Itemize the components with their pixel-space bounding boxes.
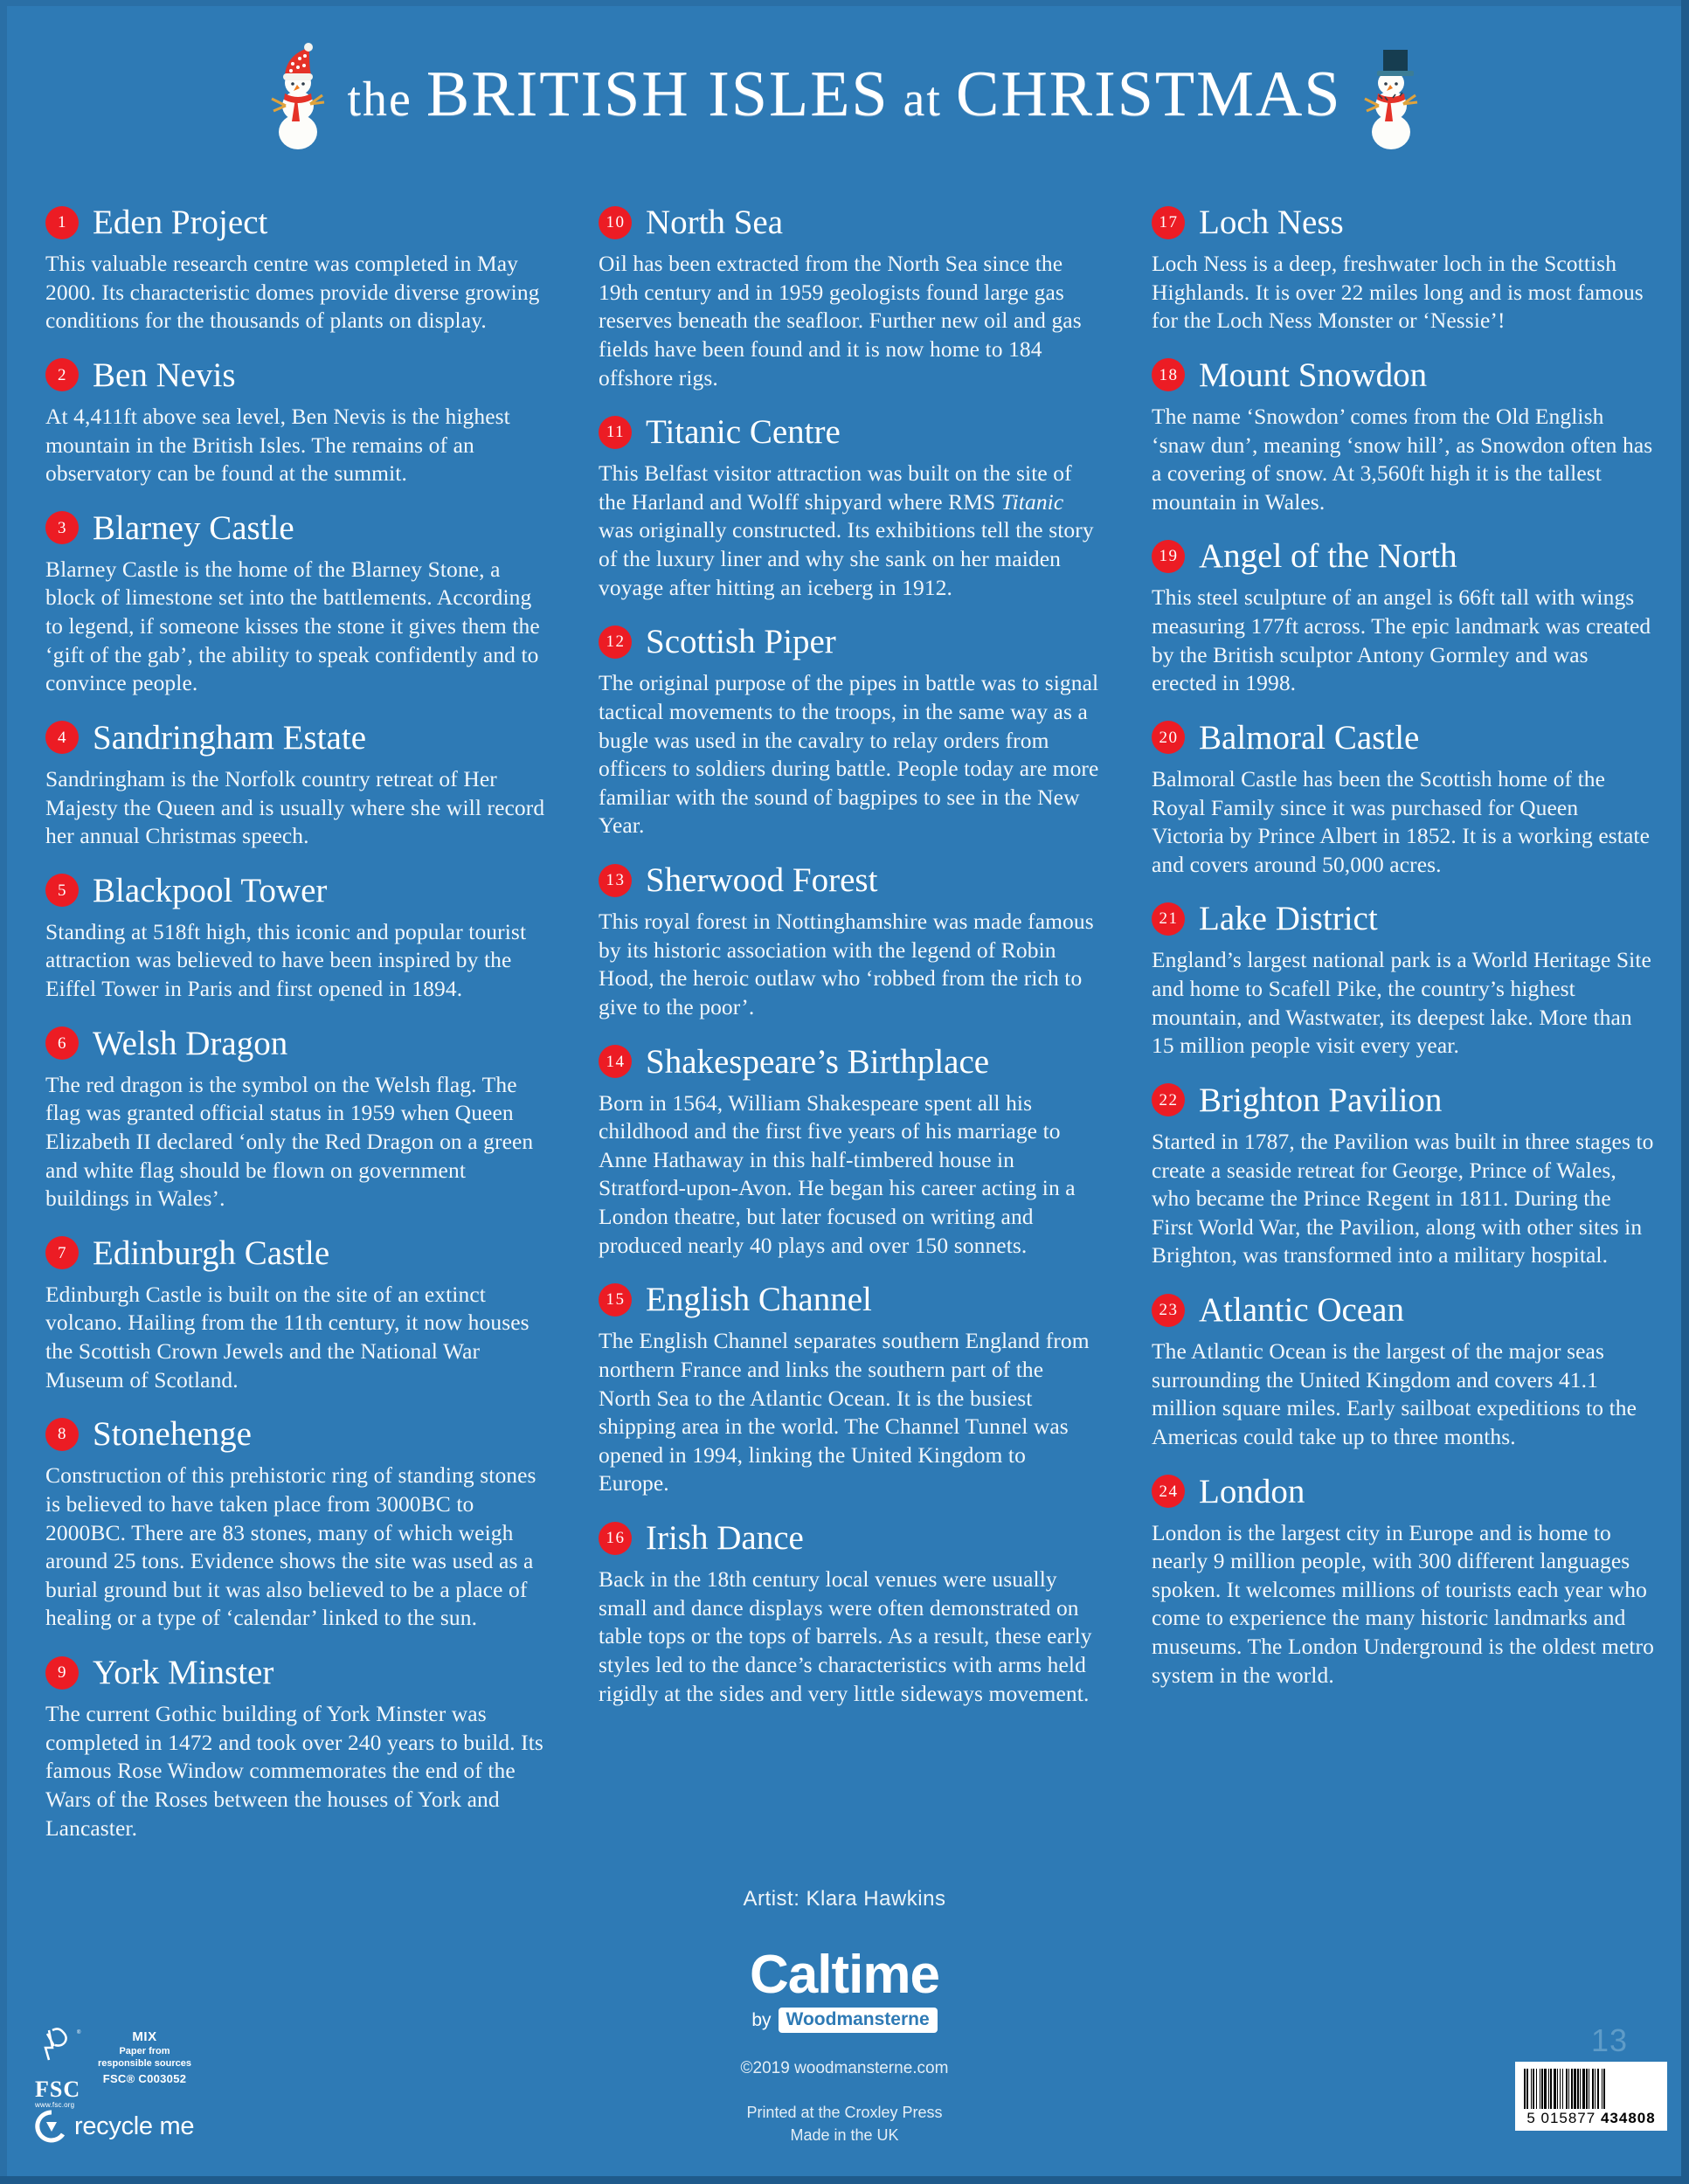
entry-header <box>45 1026 548 1061</box>
page-edge-left <box>0 0 7 2184</box>
brand-by-label: by <box>751 2009 772 2030</box>
fsc-mix-label: MIX <box>132 2029 157 2044</box>
title-prefix: the <box>347 72 426 127</box>
entry-title: Blarney Castle <box>93 508 294 547</box>
landmark-entry <box>1152 902 1654 1061</box>
entry-description: Construction of this prehistoric ring of standing stones is believed to have taken place from 3000BC to 2000BC. There are 83 stones, many of which weigh around 25 tons. Evidence shows the site was used as a burial ground but it was also believed to be a place of healing or a type of ‘calendar’ linked to the sun. <box>45 1462 536 1631</box>
entry-number-badge: 24 <box>1152 1475 1185 1508</box>
entry-title: London <box>1199 1472 1305 1510</box>
entry-header <box>1152 902 1654 936</box>
entry-description: Born in 1564, William Shakespeare spent all his childhood and the first five years of his marriage to Anne Hathaway in this half-timbered house in Stratford-upon-Avon. He began his career acting in a London theatre, but later focused on writing and produced nearly 40 plays and over 150 sonnets. <box>599 1089 1076 1258</box>
entry-title: York Minster <box>93 1654 274 1691</box>
landmark-entry <box>599 625 1101 840</box>
barcode-number <box>1524 2110 1658 2127</box>
entry-description: Balmoral Castle has been the Scottish home of the Royal Family since it was purchased for Queen Victoria by Prince Albert in 1852. It is a working estate and covers around 50,000 acres. <box>1152 765 1650 877</box>
entry-header <box>599 413 1101 452</box>
entry-title: Balmoral Castle <box>1199 718 1420 757</box>
entry-header <box>1152 537 1654 576</box>
entry-header <box>45 1236 548 1270</box>
entry-description: Sandringham is the Norfolk country retreat of Her Majesty the Queen and is usually where she will record her annual Christmas speech. <box>45 765 545 849</box>
entry-number-badge: 16 <box>599 1522 632 1555</box>
entry-header <box>599 205 1101 239</box>
landmark-entry <box>45 508 548 698</box>
entry-header <box>1152 1472 1654 1510</box>
entry-description: The current Gothic building of York Minster was completed in 1472 and took over 240 years to build. Its famous Rose Window commemorates the end of the Wars of the Roses between the houses of York and Lancaster. <box>45 1701 543 1841</box>
barcode-bars <box>1524 2069 1658 2109</box>
page-title <box>347 58 1341 132</box>
entry-number-badge: 9 <box>45 1656 79 1690</box>
entry-description: Started in 1787, the Pavilion was built in three stages to create a seaside retreat for George, Prince of Wales, who became the Prince Regent in 1811. During the First World War, the Pavilion, along with other sites in Brighton, was transformed into a military hospital. <box>1152 1128 1654 1268</box>
landmark-entry <box>45 871 548 1004</box>
entry-title: Scottish Piper <box>646 623 836 661</box>
page-edge-bottom <box>0 2176 1689 2184</box>
landmark-entry <box>599 205 1101 392</box>
entry-description: Standing at 518ft high, this iconic and popular tourist attraction was believed to have been inspired by the Eiffel Tower in Paris and first opened in 1894. <box>45 918 527 1001</box>
barcode <box>1515 2062 1667 2131</box>
entry-header <box>599 625 1101 659</box>
entry-description: The red dragon is the symbol on the Welsh flag. The flag was granted official status in 1959 when Queen Elizabeth II declared ‘only the Red Dragon on a green and white flag should be flown on government buildings in Wales’. <box>45 1071 534 1212</box>
entry-number-badge: 14 <box>599 1045 632 1078</box>
artist-credit: Artist: Klara Hawkins <box>743 1887 946 1911</box>
entry-number-badge: 17 <box>1152 206 1185 239</box>
barcode-number-right: 434808 <box>1600 2110 1656 2126</box>
entries-columns <box>45 204 1655 1865</box>
column-three <box>1152 205 1654 1712</box>
fsc-mix-block <box>98 2025 191 2084</box>
landmark-entry <box>45 358 548 488</box>
landmark-entry <box>1152 539 1654 698</box>
column-two <box>599 205 1101 1731</box>
entry-number-badge: 19 <box>1152 540 1185 573</box>
entry-header <box>1152 205 1654 239</box>
entry-description: Back in the 18th century local venues were usually small and dance displays were often demonstrated on table tops or the tops of barrels. As a result, these early styles led to the dance’s characteristics with arms held rigidly at the sides and very little sideways movement. <box>599 1566 1092 1706</box>
snowman-top-hat-icon <box>1358 38 1424 151</box>
landmark-entry <box>45 1655 548 1842</box>
landmark-entry <box>599 1521 1101 1708</box>
entry-number-badge: 21 <box>1152 902 1185 936</box>
entry-description: The English Channel separates southern England from northern France and links the southern part of the North Sea to the Atlantic Ocean. It is the busiest shipping area in the world. The Channel Tunnel was opened in 1994, linking the United Kingdom to Europe. <box>599 1328 1090 1496</box>
entry-description: Loch Ness is a deep, freshwater loch in the Scottish Highlands. It is over 22 miles long and is most famous for the Loch Ness Monster or ‘Nessie’! <box>1152 251 1644 334</box>
page-footer <box>0 1887 1689 2146</box>
landmark-entry <box>599 1042 1101 1261</box>
landmark-entry <box>45 1236 548 1395</box>
entry-title: Lake District <box>1199 900 1378 938</box>
recycle-me-mark <box>35 2110 194 2143</box>
entry-header <box>599 1521 1101 1555</box>
brand-parent-line <box>0 2008 1689 2033</box>
entry-header <box>599 1282 1101 1317</box>
entry-description: This royal forest in Nottinghamshire was made famous by its historic association with the legend of Robin Hood, the heroic outlaw who ‘robbed from the rich to give to the poor’. <box>599 909 1094 1019</box>
entry-title: Eden Project <box>93 204 268 241</box>
entry-number-badge: 22 <box>1152 1083 1185 1116</box>
entry-number-badge: 8 <box>45 1418 79 1451</box>
made-in-line: Made in the UK <box>790 2126 899 2145</box>
entry-description: At 4,411ft above sea level, Ben Nevis is the highest mountain in the British Isles. The remains of an observatory can be found at the summit. <box>45 403 510 487</box>
entry-title: Atlantic Ocean <box>1199 1291 1404 1329</box>
snowman-santa-hat-icon <box>265 38 331 151</box>
column-one <box>45 205 548 1865</box>
entry-title: Loch Ness <box>1199 204 1344 241</box>
entry-number-badge: 6 <box>45 1026 79 1060</box>
landmark-entry <box>45 1026 548 1213</box>
entry-header <box>45 1415 548 1454</box>
landmark-entry <box>45 718 548 851</box>
title-main: BRITISH ISLES <box>426 58 889 130</box>
fsc-code: FSC® C003052 <box>102 2071 187 2085</box>
barcode-number-left: 5 015877 <box>1526 2110 1601 2126</box>
entry-header <box>45 1655 548 1690</box>
entry-title: Sandringham Estate <box>93 718 367 757</box>
print-info <box>0 2101 1689 2146</box>
svg-text:®: ® <box>77 2030 81 2035</box>
landmark-entry <box>1152 1293 1654 1452</box>
entry-title: Ben Nevis <box>93 356 236 394</box>
entry-description: England’s largest national park is a World Heritage Site and home to Scafell Pike, the country’s highest mountain, and Wastwater, its deepest lake. More than 15 million people visit every year. <box>1152 947 1651 1059</box>
entry-description: Edinburgh Castle is built on the site of an extinct volcano. Hailing from the 11th century, it now houses the Scottish Crown Jewels and the National War Museum of Scotland. <box>45 1281 530 1393</box>
landmark-entry <box>1152 1472 1655 1690</box>
entry-number-badge: 5 <box>45 874 79 907</box>
entry-title: North Sea <box>646 204 784 241</box>
landmark-entry <box>1152 718 1654 880</box>
landmark-entry <box>599 415 1101 602</box>
entry-number-badge: 10 <box>599 206 632 239</box>
fsc-source-line-1: Paper from <box>119 2045 170 2056</box>
entry-header <box>1152 1083 1654 1117</box>
entry-title: Shakespeare’s Birthplace <box>646 1042 990 1081</box>
entry-header <box>599 1042 1101 1081</box>
entry-number-badge: 20 <box>1152 721 1185 754</box>
page-edge-right <box>1681 0 1689 2184</box>
entry-number-badge: 2 <box>45 358 79 391</box>
entry-header <box>45 508 548 547</box>
page-header <box>0 33 1689 156</box>
landmark-entry <box>1152 1083 1654 1270</box>
entry-title: Blackpool Tower <box>93 871 328 909</box>
entry-header <box>45 358 548 392</box>
entry-number-badge: 7 <box>45 1236 79 1269</box>
printed-at-line: Printed at the Croxley Press <box>746 2104 943 2121</box>
entry-number-badge: 11 <box>599 416 632 449</box>
title-middle: at <box>889 72 956 127</box>
recycle-icon <box>35 2110 68 2143</box>
entry-title: Stonehenge <box>93 1415 252 1454</box>
title-end: CHRISTMAS <box>955 58 1342 130</box>
entry-description: This steel sculpture of an angel is 66ft tall with wings measuring 177ft across. The epic landmark was created by the British sculptor Antony Gormley and was erected in 1998. <box>1152 584 1651 696</box>
entry-description: This Belfast visitor attraction was built on the site of the Harland and Wolff shipyard where RMS Titanic was originally constructed. Its exhibitions tell the story of the luxury liner and why she sank on her maiden voyage after hitting an iceberg in 1912. <box>599 460 1094 600</box>
entry-title: Welsh Dragon <box>93 1024 288 1062</box>
landmark-entry <box>599 1282 1101 1498</box>
fsc-logo <box>35 2025 89 2109</box>
entry-description: The name ‘Snowdon’ comes from the Old English ‘snaw dun’, meaning ‘snow hill’, as Snowdon often has a covering of snow. At 3,560ft high it is the tallest mountain in Wales. <box>1152 403 1653 515</box>
fsc-source-line-2: responsible sources <box>98 2058 191 2070</box>
brand-woodmansterne: Woodmansterne <box>779 2008 938 2033</box>
entry-title: Mount Snowdon <box>1199 356 1428 394</box>
entry-title: Brighton Pavilion <box>1199 1081 1443 1119</box>
entry-header <box>45 205 548 239</box>
entry-header <box>1152 358 1654 392</box>
entry-title: Edinburgh Castle <box>93 1234 330 1272</box>
entry-title: Irish Dance <box>646 1519 804 1557</box>
entry-title: Sherwood Forest <box>646 861 878 899</box>
entry-header <box>45 718 548 757</box>
landmark-entry <box>45 205 548 335</box>
entry-description: Blarney Castle is the home of the Blarney Stone, a block of limestone set into the battlements. According to legend, if someone kisses the stone it gives them the ‘gift of the gab’, the ability to speak confidently and to convince people. <box>45 556 540 696</box>
page-edge-top <box>0 0 1689 6</box>
entry-number-badge: 4 <box>45 721 79 754</box>
entry-number-badge: 18 <box>1152 358 1185 391</box>
entry-number-badge: 13 <box>599 864 632 897</box>
entry-number-badge: 1 <box>45 206 79 239</box>
recycle-me-label: recycle me <box>74 2111 195 2140</box>
fsc-url: www.fsc.org <box>35 2101 75 2109</box>
entry-header <box>599 863 1101 897</box>
entry-number-badge: 23 <box>1152 1294 1185 1327</box>
entry-number-badge: 15 <box>599 1283 632 1317</box>
entry-description: The original purpose of the pipes in battle was to signal tactical movements to the troops, in the same way as a bugle was used in the cavalry to relay orders from officers to soldiers during battle. People today are more familiar with the sound of bagpipes to see in the New Year. <box>599 670 1099 839</box>
entry-header <box>1152 718 1654 757</box>
entry-description: This valuable research centre was completed in May 2000. Its characteristic domes provide diverse growing conditions for the thousands of plants on display. <box>45 251 540 334</box>
entry-title: Titanic Centre <box>646 413 841 452</box>
fsc-wordmark: FSC <box>35 2077 81 2102</box>
landmark-entry <box>45 1417 548 1633</box>
entry-title: Angel of the North <box>1199 537 1457 576</box>
entry-number-badge: 12 <box>599 625 632 659</box>
entry-title: English Channel <box>646 1281 872 1319</box>
entry-header <box>1152 1293 1654 1327</box>
landmark-entry <box>1152 205 1654 335</box>
landmark-entry <box>599 863 1101 1022</box>
landmark-entry <box>1152 358 1654 517</box>
entry-description: Oil has been extracted from the North Sea since the 19th century and in 1959 geologists found large gas reserves beneath the seafloor. Further new oil and gas fields have been found and it is now home to 184 offshore rigs. <box>599 251 1082 390</box>
fsc-certification <box>35 2025 191 2109</box>
copyright-text: ©2019 woodmansterne.com <box>740 2059 949 2077</box>
entry-description: The Atlantic Ocean is the largest of the major seas surrounding the United Kingdom and covers 41.1 million square miles. Early sailboat expeditions to the Americas could take up to three months. <box>1152 1338 1637 1449</box>
brand-logo-caltime: Caltime <box>750 1945 939 2005</box>
page-number: 13 <box>1590 2022 1628 2058</box>
entry-number-badge: 3 <box>45 511 79 544</box>
entry-description: London is the largest city in Europe and is home to nearly 9 million people, with 300 different languages spoken. It welcomes millions of tourists each year who come to experience the many historic landmarks and museums. The London Underground is the oldest metro system in the world. <box>1152 1519 1655 1688</box>
entry-header <box>45 871 548 909</box>
